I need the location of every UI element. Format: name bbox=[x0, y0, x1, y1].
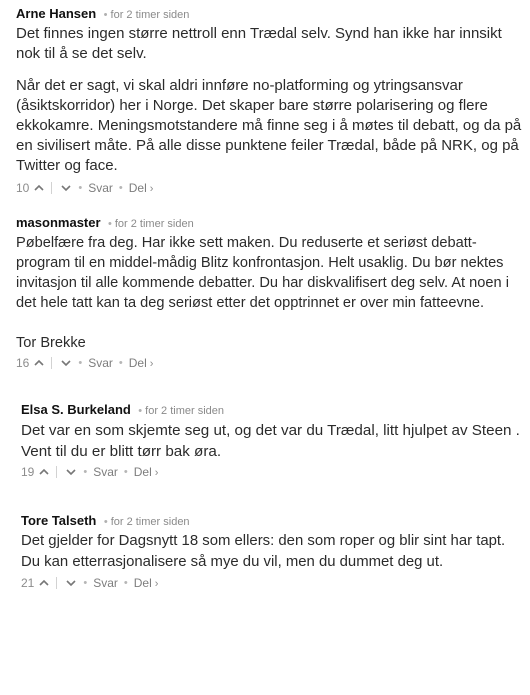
separator-dot: • bbox=[78, 357, 83, 369]
reply-button[interactable]: Svar bbox=[88, 181, 113, 195]
vote-count: 19 bbox=[21, 465, 35, 479]
comment-paragraph: Det gjelder for Dagsnytt 18 som ellers: den som roper og blir sint har tapt. Du kan etterrasjonalisere så mye du vil, men du dummet deg ut. bbox=[21, 533, 506, 570]
reply-button[interactable]: Svar bbox=[88, 356, 113, 370]
comment-time-text: for 2 timer siden bbox=[110, 516, 190, 528]
comment bbox=[16, 0, 522, 197]
chevron-up-icon[interactable] bbox=[38, 577, 50, 589]
reply-button[interactable]: Svar bbox=[93, 576, 118, 590]
comment-time-text: for 2 timer siden bbox=[114, 218, 194, 230]
separator-dot: • bbox=[78, 182, 83, 194]
comment-paragraph: Det finnes ingen større nettroll enn Trædal selv. Synd han ikke har innsikt nok til å se det selv. bbox=[16, 25, 502, 62]
comment-time: • for 2 timer siden bbox=[103, 516, 190, 528]
comment bbox=[21, 388, 526, 481]
share-label: Del bbox=[128, 180, 147, 195]
vote-divider bbox=[56, 577, 57, 589]
comment-time: • for 2 timer siden bbox=[108, 218, 194, 230]
share-label: Del bbox=[128, 355, 147, 370]
chevron-down-icon[interactable] bbox=[65, 577, 77, 589]
chevron-right-icon: › bbox=[154, 577, 159, 590]
reply-button[interactable]: Svar bbox=[93, 465, 118, 479]
comment bbox=[16, 213, 526, 372]
chevron-up-icon[interactable] bbox=[33, 182, 45, 194]
chevron-down-icon[interactable] bbox=[65, 466, 77, 478]
chevron-right-icon: › bbox=[149, 357, 154, 370]
share-label: Del bbox=[133, 575, 152, 590]
comment-actions bbox=[16, 354, 526, 372]
separator-dot: • bbox=[118, 357, 123, 369]
chevron-right-icon: › bbox=[154, 466, 159, 479]
vote-count: 21 bbox=[21, 576, 35, 590]
comment bbox=[21, 505, 526, 592]
comment-signature: Tor Brekke bbox=[16, 335, 86, 351]
share-button[interactable] bbox=[134, 463, 159, 482]
separator-dot: • bbox=[123, 577, 128, 589]
comment-paragraph: Pøbelfære fra deg. Har ikke sett maken. Du reduserte et seriøst debatt-program til en middel-mådig Blitz konfrontasjon. Helt usaklig. Du bør nektes invitasjon til alle kommende debatter. Du har diskvalifisert deg selv. At noen i det hele tatt kan ta deg seriøst etter det opptrinnet er over min fatteevne. bbox=[16, 235, 509, 311]
vote-count: 16 bbox=[16, 356, 30, 370]
separator-dot: • bbox=[83, 577, 88, 589]
separator-dot: • bbox=[123, 466, 128, 478]
vote-divider bbox=[51, 357, 52, 369]
vote-divider bbox=[51, 182, 52, 194]
comment-body bbox=[21, 531, 526, 573]
chevron-up-icon[interactable] bbox=[33, 357, 45, 369]
comment-time-text: for 2 timer siden bbox=[110, 9, 190, 21]
comment-meta bbox=[16, 6, 522, 24]
vote-count: 10 bbox=[16, 181, 30, 195]
comment-time: • for 2 timer siden bbox=[103, 9, 190, 21]
vote-divider bbox=[56, 466, 57, 478]
comment-author[interactable]: Arne Hansen bbox=[16, 6, 97, 21]
comment-paragraph: Det var en som skjemte seg ut, og det var du Trædal, litt hjulpet av Steen . Vent til du er blitt tørr bak øra. bbox=[21, 422, 520, 460]
comment-paragraph: Når det er sagt, vi skal aldri innføre no-platforming og ytringsansvar (åsiktskorridor) her i Norge. Det skaper bare større polarisering og flere ekkokamre. Meningsmotstandere må finne seg i å møtes til debatt, og da på en sivilisert måte. På alle disse punktene feiler Trædal, både på NRK, og på Twitter og face. bbox=[16, 77, 522, 174]
comment-meta bbox=[21, 513, 526, 531]
separator-dot: • bbox=[83, 466, 88, 478]
comment-meta bbox=[21, 402, 526, 420]
comment-meta bbox=[16, 215, 526, 233]
share-label: Del bbox=[133, 464, 152, 479]
share-button[interactable] bbox=[129, 179, 154, 198]
chevron-up-icon[interactable] bbox=[38, 466, 50, 478]
chevron-right-icon: › bbox=[149, 182, 154, 195]
comment-time: • for 2 timer siden bbox=[138, 405, 225, 417]
separator-dot: • bbox=[118, 182, 123, 194]
comment-actions bbox=[21, 574, 526, 592]
chevron-down-icon[interactable] bbox=[60, 357, 72, 369]
share-button[interactable] bbox=[134, 574, 159, 593]
comment-author[interactable]: Elsa S. Burkeland bbox=[21, 402, 131, 417]
comment-body bbox=[16, 233, 526, 353]
comment-body bbox=[16, 24, 522, 176]
comment-time-text: for 2 timer siden bbox=[145, 405, 225, 417]
comment-author[interactable]: Tore Talseth bbox=[21, 513, 97, 528]
comment-actions bbox=[16, 179, 522, 197]
chevron-down-icon[interactable] bbox=[60, 182, 72, 194]
share-button[interactable] bbox=[129, 354, 154, 373]
comment-author[interactable]: masonmaster bbox=[16, 215, 101, 230]
comment-body bbox=[21, 420, 526, 462]
comment-actions bbox=[21, 463, 526, 481]
